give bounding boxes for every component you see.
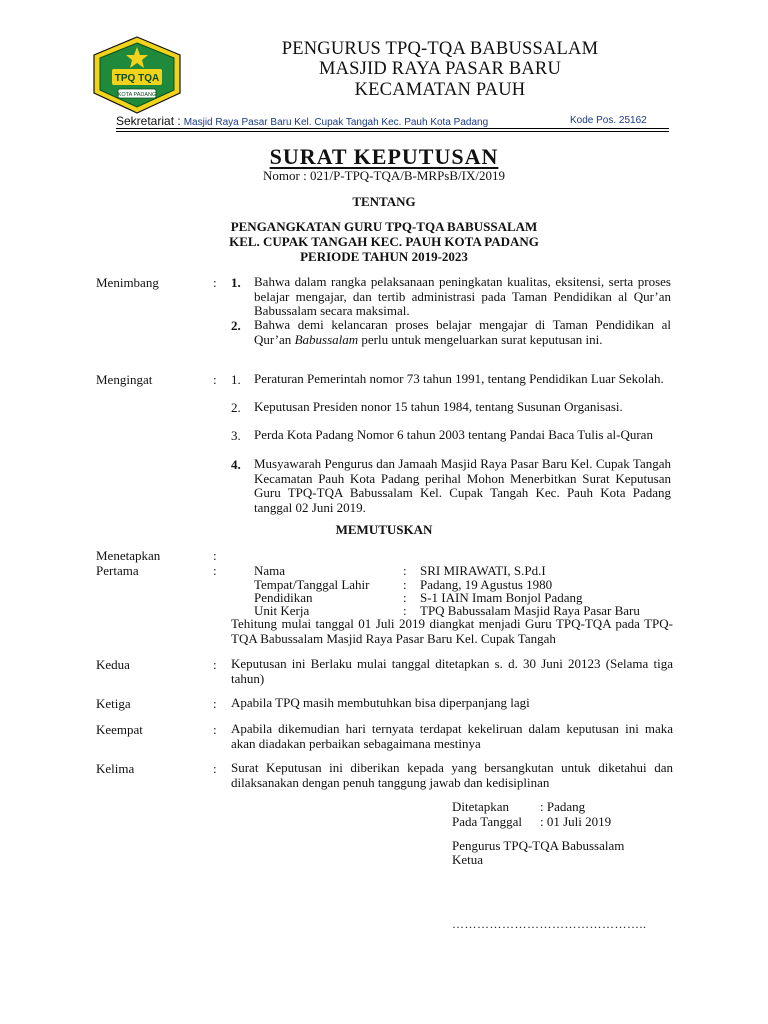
menimbang-item-1: Bahwa dalam rangka pelaksanaan peningkatan kualitas, eksitensi, serta proses belajar mengajar, dan tertib administrasi pada Taman Pendidikan al Qur’an Babussalam secara maksimal.: [254, 274, 671, 319]
logo-subtext: KOTA PADANG: [117, 92, 157, 98]
colon: :: [213, 548, 217, 563]
menimbang-num-2: 2.: [231, 318, 241, 333]
field-ttl-value: Padang, 19 Agustus 1980: [420, 577, 553, 592]
signature-role: Ketua: [452, 852, 484, 867]
mengingat-label: Mengingat: [96, 372, 153, 387]
tpq-tqa-logo: [88, 35, 186, 115]
colon: :: [403, 590, 407, 605]
colon: :: [403, 603, 407, 618]
subject-line-3: PERIODE TAHUN 2019-2023: [300, 249, 468, 264]
sekretariat: [116, 114, 488, 128]
mengingat-item-2: Keputusan Presiden nonor 15 tahun 1984, tentang Susunan Organisasi.: [254, 399, 623, 414]
colon: :: [213, 275, 217, 290]
menetapkan-label: Menetapkan: [96, 548, 161, 563]
menimbang-label: Menimbang: [96, 275, 159, 290]
colon: :: [213, 657, 217, 672]
subject-line-1: PENGANGKATAN GURU TPQ-TQA BABUSSALAM: [230, 219, 538, 234]
logo-text: TPQ TQA: [114, 73, 160, 84]
ketiga-text: Apabila TPQ masih membutuhkan bisa diperpanjang lagi: [231, 695, 530, 710]
field-ttl-label: Tempat/Tanggal Lahir: [254, 577, 370, 592]
header-rule: [116, 128, 669, 129]
sekretariat-label: Sekretariat :: [116, 114, 181, 128]
mengingat-item-1: Peraturan Pemerintah nomor 73 tahun 1991, tentang Pendidikan Luar Sekolah.: [254, 371, 664, 386]
menimbang-item-2: Bahwa demi kelancaran proses belajar mengajar di Taman Pendidikan al Qur’an Babussalam perlu untuk mengeluarkan surat keputusan ini.: [254, 317, 671, 347]
subject-line-2: KEL. CUPAK TANGAH KEC. PAUH KOTA PADANG: [229, 234, 539, 249]
header-rule-2: [116, 131, 669, 132]
keempat-label: Keempat: [96, 722, 143, 737]
colon: :: [403, 563, 407, 578]
field-unit-label: Unit Kerja: [254, 603, 310, 618]
kelima-label: Kelima: [96, 761, 135, 776]
signature-org: Pengurus TPQ-TQA Babussalam: [452, 838, 625, 853]
mengingat-num-2: 2.: [231, 400, 241, 415]
pertama-text: Tehitung mulai tanggal 01 Juli 2019 diangkat menjadi Guru TPQ-TQA pada TPQ-TQA Babussalam Masjid Raya Pasar Baru Kel. Cupak Tangah: [231, 616, 673, 646]
colon: :: [213, 563, 217, 578]
colon: :: [403, 577, 407, 592]
header-line-2: MASJID RAYA PASAR BARU: [318, 59, 562, 79]
sekretariat-address: Masjid Raya Pasar Baru Kel. Cupak Tangah Kec. Pauh Kota Padang: [183, 117, 489, 128]
field-nama-value: SRI MIRAWATI, S.Pd.I: [420, 563, 546, 578]
mengingat-item-4: Musyawarah Pengurus dan Jamaah Masjid Raya Pasar Baru Kel. Cupak Tangah Kecamatan Pauh Kota Padang perihal Mohon Menerbitkan Surat Keputusan Guru TPQ-TQA Babussalam Kel. Cupak Tangah Kec. Pauh Kota Padang tanggal 02 Juni 2019.: [254, 456, 671, 515]
keempat-text: Apabila dikemudian hari ternyata terdapat kekeliruan dalam keputusan ini maka akan diadakan perbaikan sebagaimana mestinya: [231, 721, 673, 751]
colon: :: [213, 372, 217, 387]
colon: :: [213, 761, 217, 776]
ditetapkan-label: Ditetapkan: [452, 799, 510, 814]
signature-line: ………………………………………..: [452, 917, 647, 931]
mengingat-num-4: 4.: [231, 457, 241, 472]
tanggal-value: : 01 Juli 2019: [540, 814, 612, 829]
colon: :: [213, 722, 217, 737]
postal-code: Kode Pos. 25162: [570, 115, 647, 126]
menimbang-num-1: 1.: [231, 275, 241, 290]
field-pendidikan-value: S-1 IAIN Imam Bonjol Padang: [420, 590, 583, 605]
tentang-heading: TENTANG: [352, 194, 416, 209]
field-nama-label: Nama: [254, 563, 286, 578]
tanggal-label: Pada Tanggal: [452, 814, 522, 829]
ditetapkan-value: : Padang: [540, 799, 586, 814]
pertama-label: Pertama: [96, 563, 139, 578]
memutuskan-heading: MEMUTUSKAN: [335, 522, 433, 537]
mengingat-item-3: Perda Kota Padang Nomor 6 tahun 2003 tentang Pandai Baca Tulis al-Quran: [254, 427, 653, 442]
kedua-label: Kedua: [96, 657, 130, 672]
kedua-text: Keputusan ini Berlaku mulai tanggal ditetapkan s. d. 30 Juni 20123 (Selama tiga tahun): [231, 656, 673, 686]
kelima-text: Surat Keputusan ini diberikan kepada yang bersangkutan untuk diketahui dan dilaksanakan dengan penuh tanggung jawab dan kedisiplinan: [231, 760, 673, 790]
mengingat-num-3: 3.: [231, 428, 241, 443]
header-line-3: KECAMATAN PAUH: [354, 80, 526, 100]
field-unit-value: TPQ Babussalam Masjid Raya Pasar Baru: [420, 603, 640, 618]
mengingat-num-1: 1.: [231, 372, 241, 387]
document-title: SURAT KEPUTUSAN: [269, 144, 499, 169]
document-number: Nomor : 021/P-TPQ-TQA/B-MRPsB/IX/2019: [263, 168, 505, 183]
field-pendidikan-label: Pendidikan: [254, 590, 313, 605]
ketiga-label: Ketiga: [96, 696, 131, 711]
header-line-1: PENGURUS TPQ-TQA BABUSSALAM: [281, 39, 599, 59]
colon: :: [213, 696, 217, 711]
